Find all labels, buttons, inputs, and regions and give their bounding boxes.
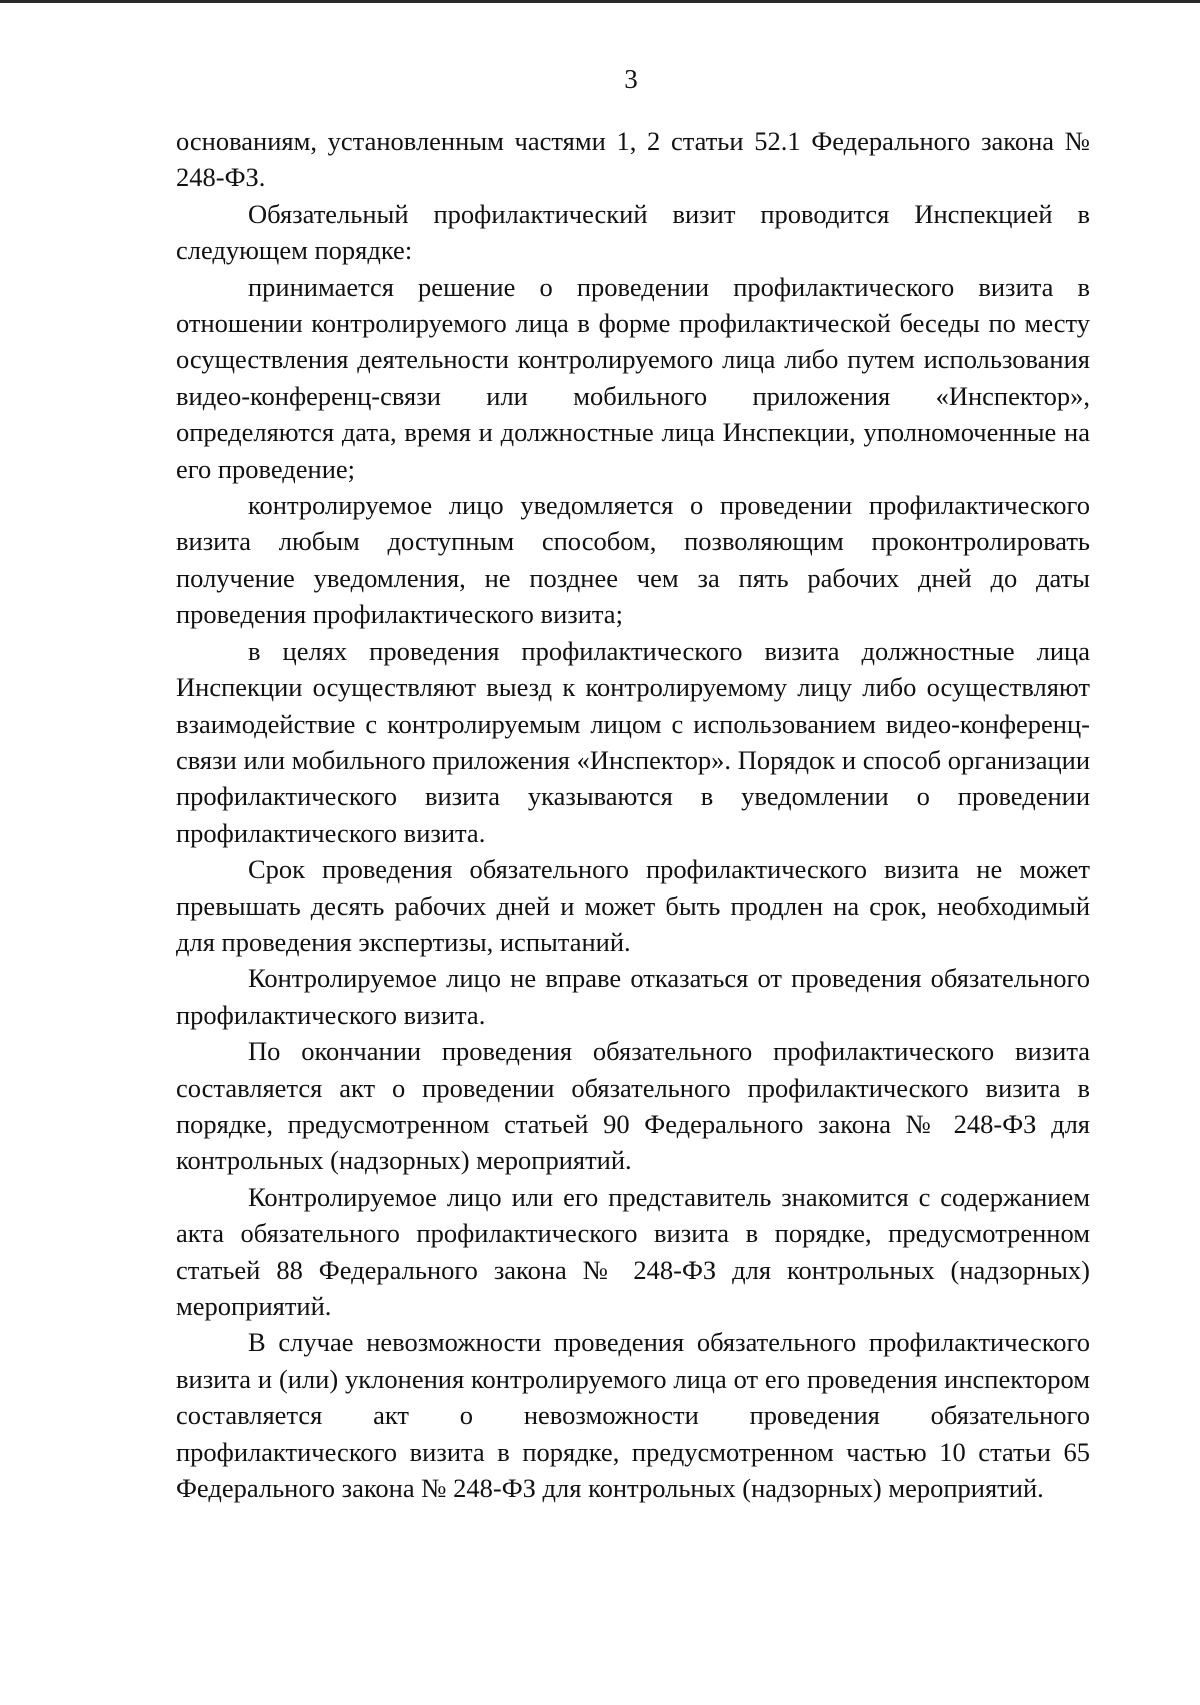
- paragraph-act-review: Контролируемое лицо или его представитель знакомится с содержанием акта обязательного профилактического визита в порядке, предусмотренном статьей 88 Федерального закона № 248-ФЗ для контрольных (надзорных) мероприятий.: [176, 1181, 1090, 1321]
- paragraph-no-refusal: Контролируемое лицо не вправе отказаться от проведения обязательного профилактического визита.: [176, 963, 1090, 1030]
- paragraph-visit-conduct: в целях проведения профилактического визита должностные лица Инспекции осуществляют выезд к контролируемому лицу либо осуществляют взаимодействие с контролируемым лицом с использованием видео-конференц-связи или мобильного приложения «Инспектор». Порядок и способ организации профилактического визита указываются в уведомлении о проведении профилактического визита.: [176, 635, 1090, 848]
- paragraph-continuation: основаниям, установленным частями 1, 2 статьи 52.1 Федерального закона № 248-ФЗ.: [176, 126, 1090, 193]
- paragraph-visit-act: По окончании проведения обязательного профилактического визита составляется акт о проведении обязательного профилактического визита в порядке, предусмотренном статьей 90 Федерального закона № 248-ФЗ для контрольных (надзорных) мероприятий.: [176, 1036, 1090, 1176]
- paragraph-impossibility-act: В случае невозможности проведения обязательного профилактического визита и (или) уклонения контролируемого лица от его проведения инспектором составляется акт о невозможности проведения обязательного профилактического визита в порядке, предусмотренном частью 10 статьи 65 Федерального закона № 248-ФЗ для контрольных (надзорных) мероприятий.: [176, 1327, 1090, 1504]
- page-number: 3: [624, 64, 638, 94]
- scan-top-edge: [0, 0, 1200, 3]
- paragraph-decision: принимается решение о проведении профилактического визита в отношении контролируемого лица в форме профилактической беседы по месту осуществления деятельности контролируемого лица либо путем использования видео-конференц-связи или мобильного приложения «Инспектор», определяются дата, время и должностные лица Инспекции, уполномоченные на его проведение;: [176, 271, 1090, 484]
- paragraph-notification: контролируемое лицо уведомляется о проведении профилактического визита любым доступным способом, позволяющим проконтролировать получение уведомления, не позднее чем за пять рабочих дней до даты проведения профилактического визита;: [176, 490, 1090, 630]
- paragraph-visit-duration: Срок проведения обязательного профилактического визита не может превышать десять рабочих дней и может быть продлен на срок, необходимый для проведения экспертизы, испытаний.: [176, 854, 1090, 957]
- document-body: [176, 123, 1090, 1506]
- paragraph-visit-procedure: Обязательный профилактический визит проводится Инспекцией в следующем порядке:: [176, 198, 1090, 266]
